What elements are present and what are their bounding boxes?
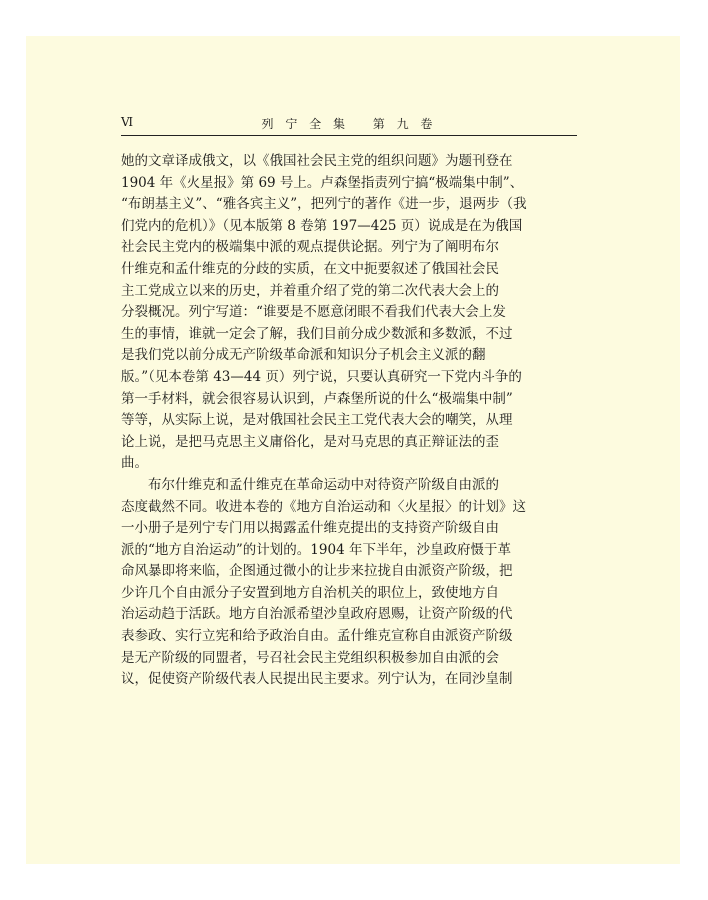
text-line: 社会民主党内的极端集中派的观点提供论据。列宁为了阐明布尔 — [121, 239, 499, 256]
page-number: Ⅵ — [121, 115, 135, 129]
text-line: 布尔什维克和孟什维克在革命运动中对待资产阶级自由派的 — [148, 476, 499, 493]
text-line: 治运动趋于活跃。地方自治派希望沙皇政府恩赐，让资产阶级的代 — [121, 606, 513, 623]
text-line: 表参政、实行立宪和给予政治自由。孟什维克宣称自由派资产阶级 — [121, 628, 513, 645]
text-line: 什维克和孟什维克的分歧的实质，在文中扼要叙述了俄国社会民 — [121, 260, 499, 277]
text-line: 态度截然不同。收进本卷的《地方自治运动和〈火星报〉的计划》这 — [121, 498, 526, 515]
text-line: 曲。 — [121, 455, 148, 472]
text-line: 是无产阶级的同盟者，号召社会民主党组织积极参加自由派的会 — [121, 649, 499, 666]
text-line: 是我们党以前分成无产阶级革命派和知识分子机会主义派的翻 — [121, 347, 486, 364]
text-line: 分裂概况。列宁写道：“谁要是不愿意闭眼不看我们代表大会上发 — [121, 304, 506, 321]
text-line: 等等，从实际上说，是对俄国社会民主工党代表大会的嘲笑，从理 — [121, 412, 513, 429]
text-line: “布朗基主义”、“雅各宾主义”，把列宁的著作《进一步，退两步（我 — [121, 196, 527, 213]
text-line: 们党内的危机）》（见本版第 8 卷第 197—425 页）说成是在为俄国 — [121, 217, 523, 234]
text-line: 命风暴即将来临，企图通过微小的让步来拉拢自由派资产阶级，把 — [121, 563, 513, 580]
text-line: 一小册子是列宁专门用以揭露孟什维克提出的支持资产阶级自由 — [121, 520, 499, 537]
body-text — [121, 151, 577, 691]
running-title: 列 宁 全 集 第 九 卷 — [261, 117, 437, 131]
text-line: 论上说，是把马克思主义庸俗化，是对马克思的真正辩证法的歪 — [121, 433, 499, 450]
text-line: 1904 年《火星报》第 69 号上。卢森堡指责列宁搞“极端集中制”、 — [121, 174, 524, 191]
text-line: 主工党成立以来的历史，并着重介绍了党的第二次代表大会上的 — [121, 282, 499, 299]
text-line: 生的事情，谁就一定会了解，我们目前分成少数派和多数派，不过 — [121, 325, 513, 342]
text-line: 她的文章译成俄文，以《俄国社会民主党的组织问题》为题刊登在 — [121, 153, 513, 169]
page-header — [121, 115, 577, 136]
text-line: 议，促使资产阶级代表人民提出民主要求。列宁认为，在同沙皇制 — [121, 671, 513, 688]
text-line: 少许几个自由派分子安置到地方自治机关的职位上，致使地方自 — [121, 584, 499, 601]
text-line: 派的“地方自治运动”的计划的。1904 年下半年，沙皇政府慑于革 — [121, 541, 511, 558]
text-line: 版。”（见本卷第 43—44 页）列宁说，只要认真研究一下党内斗争的 — [121, 368, 522, 385]
text-line: 第一手材料，就会很容易认识到，卢森堡所说的什么“极端集中制” — [121, 390, 513, 407]
